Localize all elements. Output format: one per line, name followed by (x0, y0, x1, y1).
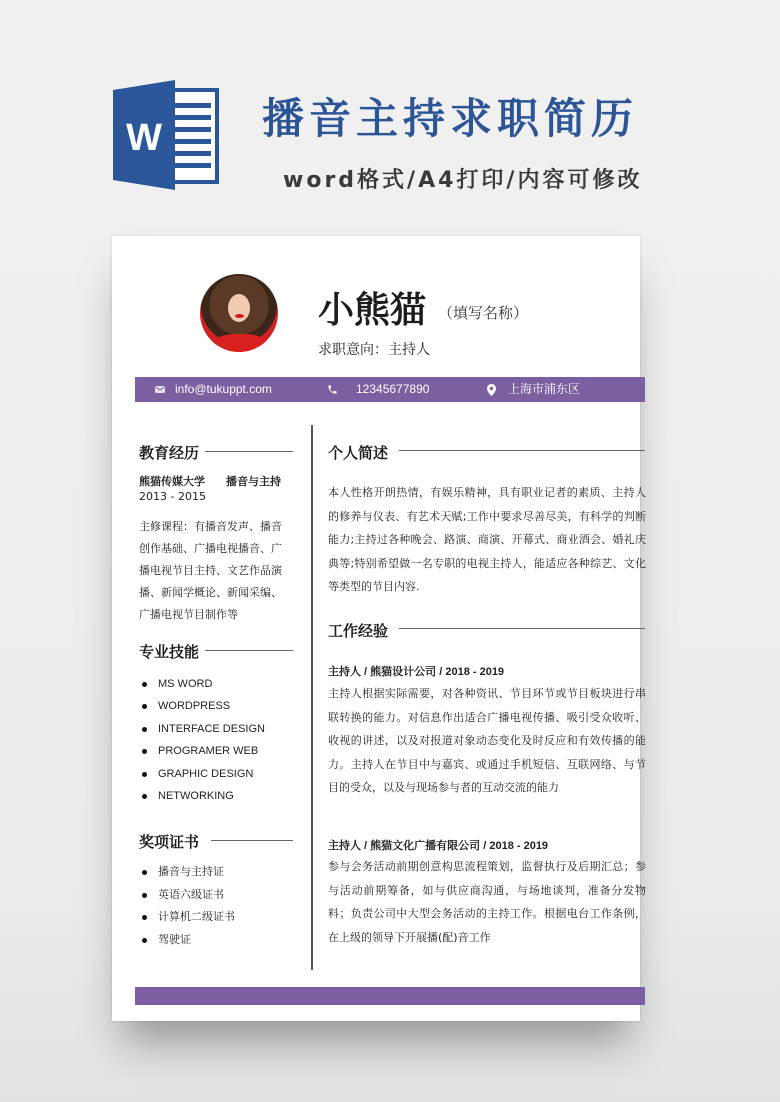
job-description: 参与会务活动前期创意构思流程策划，监督执行及后期汇总；参与活动前期筹备，如与供应商沟通，与场地谈判，准备分发物料；负责公司中大型会务活动的主持工作。根据电台工作条例，在上级的领导下开展播(配)音工作 (328, 860, 646, 944)
email-text: info@tukuppt.com (175, 382, 272, 396)
job-header: 主持人 / 熊猫设计公司 / 2018 - 2019 (328, 666, 505, 678)
column-divider (311, 425, 313, 970)
certificates-list (139, 861, 235, 951)
section-title-certificates: 奖项证书 (139, 833, 200, 851)
contact-address (487, 377, 580, 402)
education-courses: 主修课程：有播音发声、播音创作基础、广播电视播音、广播电视节目主持、文艺作品演播、新闻学概论、新闻采编、广播电视节目制作等 (139, 520, 282, 621)
section-rule (211, 840, 293, 841)
section-rule (399, 628, 645, 629)
address-text: 上海市浦东区 (508, 382, 581, 396)
education-years: 2013 - 2015 (139, 490, 206, 503)
job-description: 主持人根据实际需要，对各种资讯、节目环节或节目板块进行串联转换的能力。对信息作出适合广播电视传播、吸引受众收听、收视的讲述，以及对报道对象动态变化及时反应和有效传播的能力。主持人在节目中与嘉宾、或通过手机短信、互联网络、与节目的受众，以及与现场参与者的互动交流的能力 (328, 687, 646, 795)
section-title-skills: 专业技能 (139, 643, 200, 661)
phone-icon (327, 384, 338, 395)
word-document-icon (113, 80, 219, 190)
certificate-item: 英语六级证书 (139, 884, 235, 907)
skill-item: INTERFACE DESIGN (139, 718, 265, 740)
job-intention: 求职意向：主持人 (318, 342, 430, 358)
contact-phone (327, 377, 429, 402)
phone-text: 12345677890 (356, 382, 430, 396)
skill-item: NETWORKING (139, 785, 265, 807)
certificate-item: 计算机二级证书 (139, 906, 235, 929)
profile-text: 本人性格开朗热情，有娱乐精神，具有职业记者的素质、主持人的修养与仪表、有艺术天赋;工作中要求尽善尽美，有科学的判断能力;主持过各种晚会、路演、商演、开幕式、商业酒会、婚礼庆典等;特别希望做一名专职的电视主持人，能适应各种综艺、文化等类型的节目内容. (328, 486, 646, 594)
skill-item: MS WORD (139, 673, 265, 695)
footer-accent-bar (135, 987, 645, 1005)
candidate-name: 小熊猫 (318, 290, 427, 331)
banner-title: 播音主持求职简历 (262, 94, 639, 143)
certificate-item: 驾驶证 (139, 929, 235, 952)
banner-subtitle: word格式/A4打印/内容可修改 (283, 168, 643, 193)
job-header: 主持人 / 熊猫文化广播有限公司 / 2018 - 2019 (328, 840, 549, 852)
promo-banner (0, 0, 780, 230)
certificate-item: 播音与主持证 (139, 861, 235, 884)
skill-item: GRAPHIC DESIGN (139, 763, 265, 785)
section-rule (205, 650, 293, 651)
section-title-education: 教育经历 (139, 444, 200, 462)
contact-email (155, 377, 272, 402)
mail-icon (155, 386, 165, 393)
section-rule (399, 450, 645, 451)
education-major: 播音与主持 (226, 475, 281, 488)
skill-item: PROGRAMER WEB (139, 740, 265, 762)
education-school: 熊猫传媒大学 (139, 475, 205, 488)
svg-text:W: W (126, 117, 162, 159)
section-rule (205, 451, 293, 452)
profile-photo (200, 274, 278, 352)
skill-item: WORDPRESS (139, 695, 265, 717)
section-title-profile: 个人简述 (328, 444, 389, 462)
section-title-work: 工作经验 (328, 622, 389, 640)
location-pin-icon (487, 384, 496, 396)
contact-bar (135, 377, 645, 402)
name-hint: （填写名称） (438, 304, 529, 322)
skills-list (139, 673, 265, 807)
